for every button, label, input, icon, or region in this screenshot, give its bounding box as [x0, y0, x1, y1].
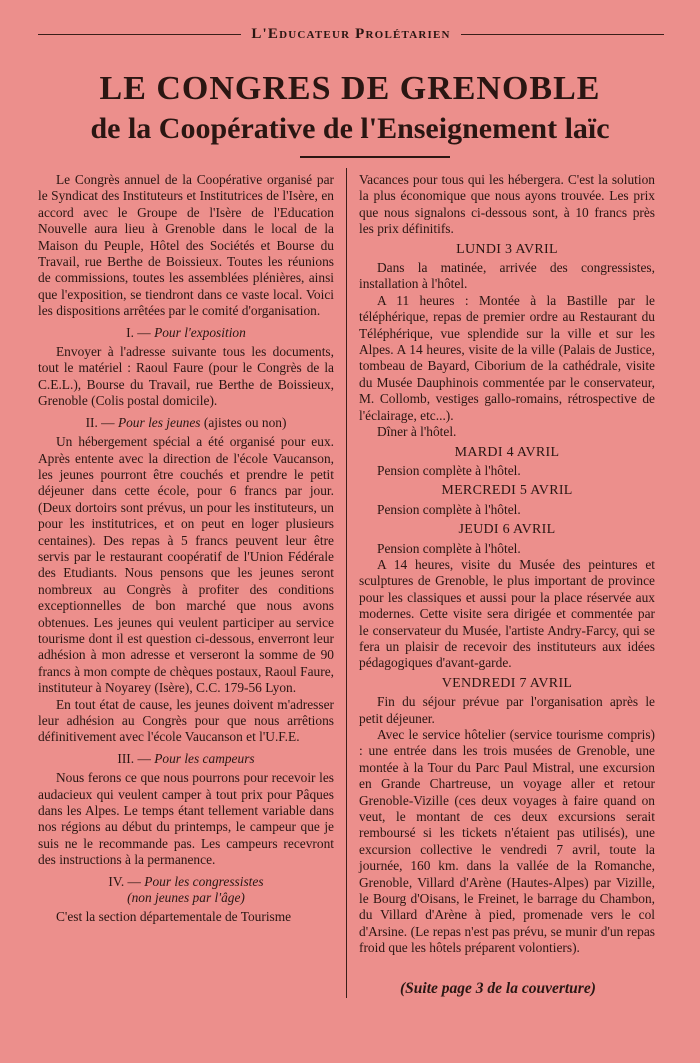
day-heading: JEUDI 6 AVRIL [458, 522, 556, 538]
section-title: Pour l'exposition [154, 324, 246, 340]
day-paragraph: Dans la matinée, arrivée des congressistes, installation à l'hôtel. [359, 260, 655, 292]
section-subtitle: (ajistes ou non) [203, 414, 287, 430]
campeurs-paragraph: Nous ferons ce que nous pourrons pour recevoir les audacieux qui veulent camper à tout prix pour Pâques dans les Alpes. Le temps étant tellement variable dans nos régions au début du printemps, le campeur que je suis ne le recommande pas. Les campeurs recevront des instructions à la permanence. [38, 770, 334, 868]
section-number: IV. — [108, 873, 141, 889]
left-column [38, 172, 334, 926]
section-heading-congressistes [38, 874, 334, 907]
day-heading: MARDI 4 AVRIL [454, 444, 560, 460]
day-paragraph: Fin du séjour prévue par l'organisation après le petit déjeuner. [359, 694, 655, 726]
jeunes-paragraph-2: En tout état de cause, les jeunes doivent m'adresser leur adhésion au Congrès pour que nous arrêtions définitivement avec l'école Vaucanson et l'U.F.E. [38, 696, 334, 745]
running-title: L'Educateur Prolétarien [251, 25, 451, 42]
section-title: Pour les campeurs [154, 750, 255, 766]
day-paragraph: Pension complète à l'hôtel. [377, 540, 521, 556]
header-rule-left [38, 34, 241, 35]
exposition-paragraph: Envoyer à l'adresse suivante tous les documents, tout le matériel : Raoul Faure (pour le Congrès de la C.E.L.), Bourse du Travail, rue Berthe de Boissieux, Grenoble (Colis postal domicile). [38, 344, 334, 409]
section-number: II. — [85, 414, 115, 430]
column-divider [346, 168, 347, 998]
continuation-paragraph: Vacances pour tous qui les hébergera. C'est la solution la plus économique que nous ayons trouvée. Les prix que nous signalons ci-dessous sont, à 10 francs près les prix définitifs. [359, 172, 655, 237]
right-column [359, 172, 655, 957]
page-title: LE CONGRES DE GRENOBLE [99, 70, 601, 107]
section-number: I. — [126, 324, 151, 340]
day-paragraph: Dîner à l'hôtel. [377, 424, 457, 440]
section-title: Pour les congressistes [144, 873, 264, 889]
section-heading-exposition [38, 325, 334, 341]
day-heading: MERCREDI 5 AVRIL [441, 483, 573, 499]
section-heading-campeurs [38, 751, 334, 767]
section-number: III. — [117, 750, 151, 766]
day-paragraph: Pension complète à l'hôtel. [377, 501, 521, 517]
jeunes-paragraph: Un hébergement spécial a été organisé pour eux. Après entente avec la direction de l'école Vaucanson, les jeunes pourront être couchés et prendre le petit déjeuner dans cette école, pour 6 francs par jour. (Deux dortoirs sont prévus, un pour les instituteurs, un pour les institutrices, et on peut en loger plusieurs centaines). Des repas à 5 francs peuvent leur être servis par le restaurant coopératif de l'Union Fédérale des Etudiants. Nous pensons que les jeunes seront nombreux au Congrès à profiter des conditions exceptionnelles de bon marché que nous avons obtenues. Les jeunes qui veulent participer au service tourisme dont il est question ci-dessous, enverront leur adhésion à mon adresse et verseront la somme de 90 francs à mon compte de chèques postaux, Raoul Faure, instituteur à Noyarey (Isère), C.C. 179-56 Lyon. [38, 434, 334, 696]
running-header [38, 22, 664, 46]
day-paragraph: A 14 heures, visite du Musée des peintures et sculptures de Grenoble, le plus important de province pour les classiques et aussi pour la place réservée aux modernes. Cette visite sera dirigée et commentée par le conservateur du Musée, l'artiste Andry-Farcy, qui se fera un plaisir de recevoir des instituteurs aux idées pédagogiques d'avant-garde. [359, 556, 655, 671]
section-subtitle: (non jeunes par l'âge) [127, 890, 245, 906]
day-paragraph: A 11 heures : Montée à la Bastille par le téléphérique, repas de premier ordre au Restaurant du Téléphérique, vue splendide sur la ville et sur les Alpes. A 14 heures, visite de la ville (Palais de Justice, tombeau de Bayard, Ciborium de la cathédrale, visite du Musée Dauphinois commentée par le conservateur, M. Collomb, vestiges gallo-romains, rétrospective de l'éclairage, etc...). [359, 292, 655, 423]
day-heading: LUNDI 3 AVRIL [456, 241, 558, 257]
day-heading: VENDREDI 7 AVRIL [441, 675, 573, 691]
section-heading-jeunes [38, 415, 334, 431]
day-paragraph: Avec le service hôtelier (service tourisme compris) : une entrée dans les trois musées de Grenoble, une montée à la Tour du Parc Paul Mistral, une excursion en Grande Chartreuse, un voyage aller et retour Grenoble-Vizille (ces deux voyages à faire quand on veut, le montant de ces deux excursions serait remboursé si les tickets n'étaient pas utilisés), une excursion collective le vendredi 7 avril, toute la journée, 160 km. dans la vallée de la Romanche, Grenoble, Villard d'Arène (Hautes-Alpes) par Vizille, le Bourg d'Oisans, le Freinet, le barrage du Chambon, du Villard d'Arène à pied, promenade vers le col d'Arsine. (Le repas n'est pas prévu, se munir d'un repas froid que les hôtels préparent volontiers). [359, 727, 655, 956]
congressistes-paragraph: C'est la section départementale de Tourisme [56, 909, 292, 925]
continuation-note: (Suite page 3 de la couverture) [400, 980, 596, 997]
section-title: Pour les jeunes [117, 414, 201, 430]
intro-paragraph: Le Congrès annuel de la Coopérative organisé par le Syndicat des Instituteurs et Institutrices de l'Isère, en accord avec le Groupe de l'Isère de l'Education Nouvelle aura lieu à Grenoble dans le local de la Maison du Peuple, Hôtel des Sociétés et Bourse du Travail, rue Berthe de Boissieux. Toutes les réunions de commissions, toutes les assemblées plénières, ainsi que l'exposition, se tiendront dans ce vaste local. Voici les dispositions arrêtées par le comité d'organisation. [38, 172, 334, 319]
day-paragraph: Pension complète à l'hôtel. [377, 462, 521, 478]
title-underline [300, 156, 450, 158]
page-subtitle: de la Coopérative de l'Enseignement laïc [90, 112, 610, 145]
header-rule-right [461, 34, 664, 35]
